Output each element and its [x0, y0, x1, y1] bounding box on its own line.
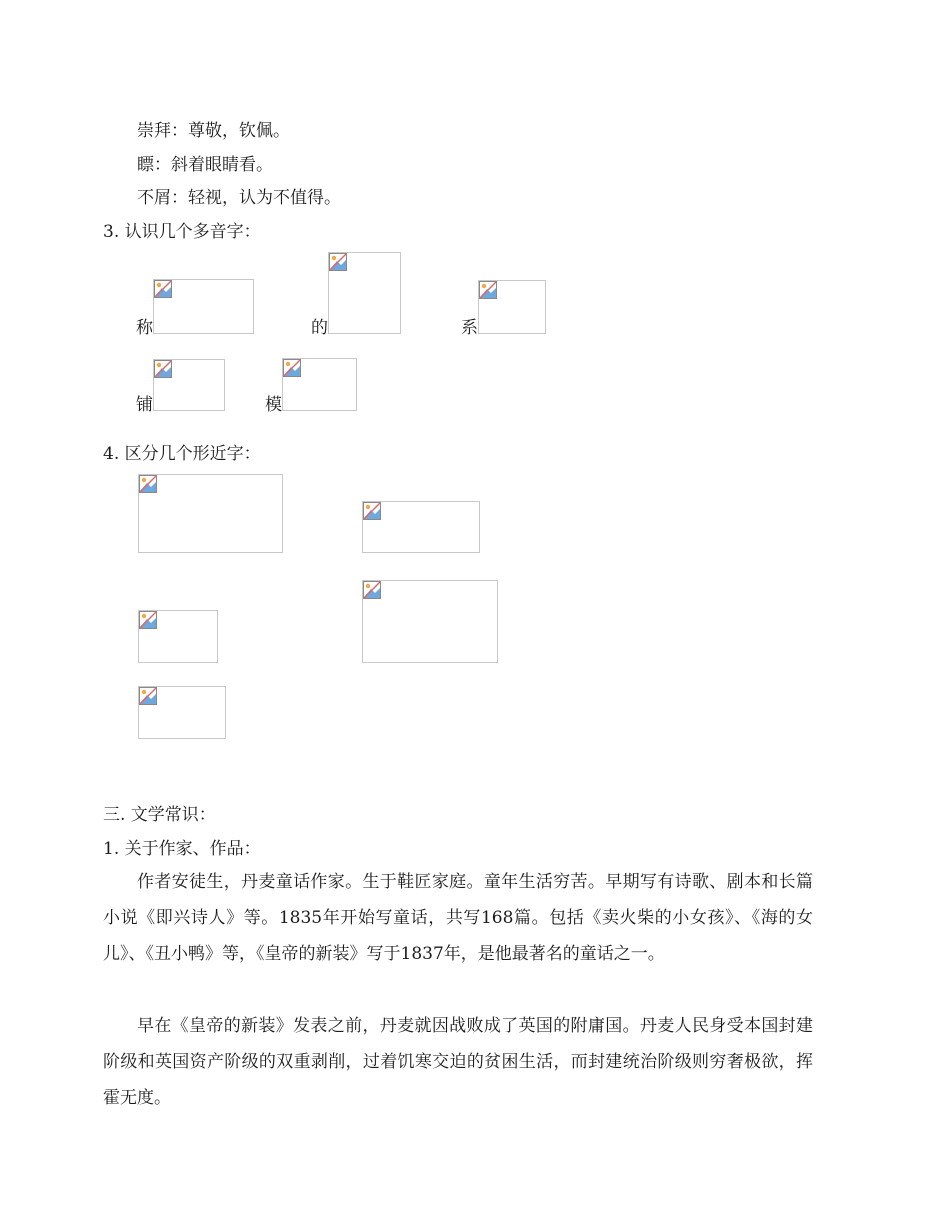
part-heading: 三. 文学常识：	[103, 805, 216, 825]
history-paragraph: 早在《皇帝的新装》发表之前，丹麦就因战败成了英国的附庸国。丹麦人民身受本国封建阶级和英国资产阶级的双重剥削，过着饥寒交迫的贫困生活，而封建统治阶级则穷奢极欲，挥霍无度。	[103, 1016, 813, 1108]
section-heading: 1. 关于作家、作品：	[103, 839, 261, 859]
polyphone-char: 的	[311, 318, 328, 338]
polyphone-char: 称	[136, 318, 153, 338]
definition-line: 不屑：轻视，认为不值得。	[137, 188, 341, 208]
polyphone-char: 模	[265, 395, 282, 415]
broken-image-icon	[329, 253, 347, 271]
broken-image-icon	[363, 502, 381, 520]
broken-image-icon	[363, 581, 381, 599]
broken-image-icon	[154, 360, 172, 378]
broken-image-icon	[139, 687, 157, 705]
broken-image-icon	[154, 280, 172, 298]
polyphone-char: 系	[461, 318, 478, 338]
section-heading: 3. 认识几个多音字：	[103, 222, 261, 242]
broken-image-icon	[479, 281, 497, 299]
pinyin-image	[282, 358, 357, 411]
broken-image-icon	[139, 475, 157, 493]
broken-image-icon	[139, 611, 157, 629]
author-paragraph: 作者安徒生，丹麦童话作家。生于鞋匠家庭。童年生活穷苦。早期写有诗歌、剧本和长篇小说《即兴诗人》等。1835年开始写童话，共写168篇。包括《卖火柴的小女孩》、《海的女儿》、《丑小鸭》等，《皇帝的新装》写于1837年，是他最著名的童话之一。	[103, 872, 813, 964]
similar-char-image	[138, 610, 218, 663]
similar-char-image	[138, 474, 283, 553]
similar-char-image	[362, 580, 498, 663]
pinyin-image	[328, 252, 401, 334]
broken-image-icon	[283, 359, 301, 377]
pinyin-image	[153, 279, 254, 334]
polyphone-char: 铺	[136, 395, 153, 415]
similar-char-image	[138, 686, 226, 739]
similar-char-image	[362, 501, 480, 553]
definition-line: 崇拜：尊敬，钦佩。	[137, 121, 290, 141]
pinyin-image	[478, 280, 546, 334]
pinyin-image	[153, 359, 225, 411]
definition-line: 瞟：斜着眼睛看。	[137, 155, 273, 175]
section-heading: 4. 区分几个形近字：	[103, 444, 261, 464]
